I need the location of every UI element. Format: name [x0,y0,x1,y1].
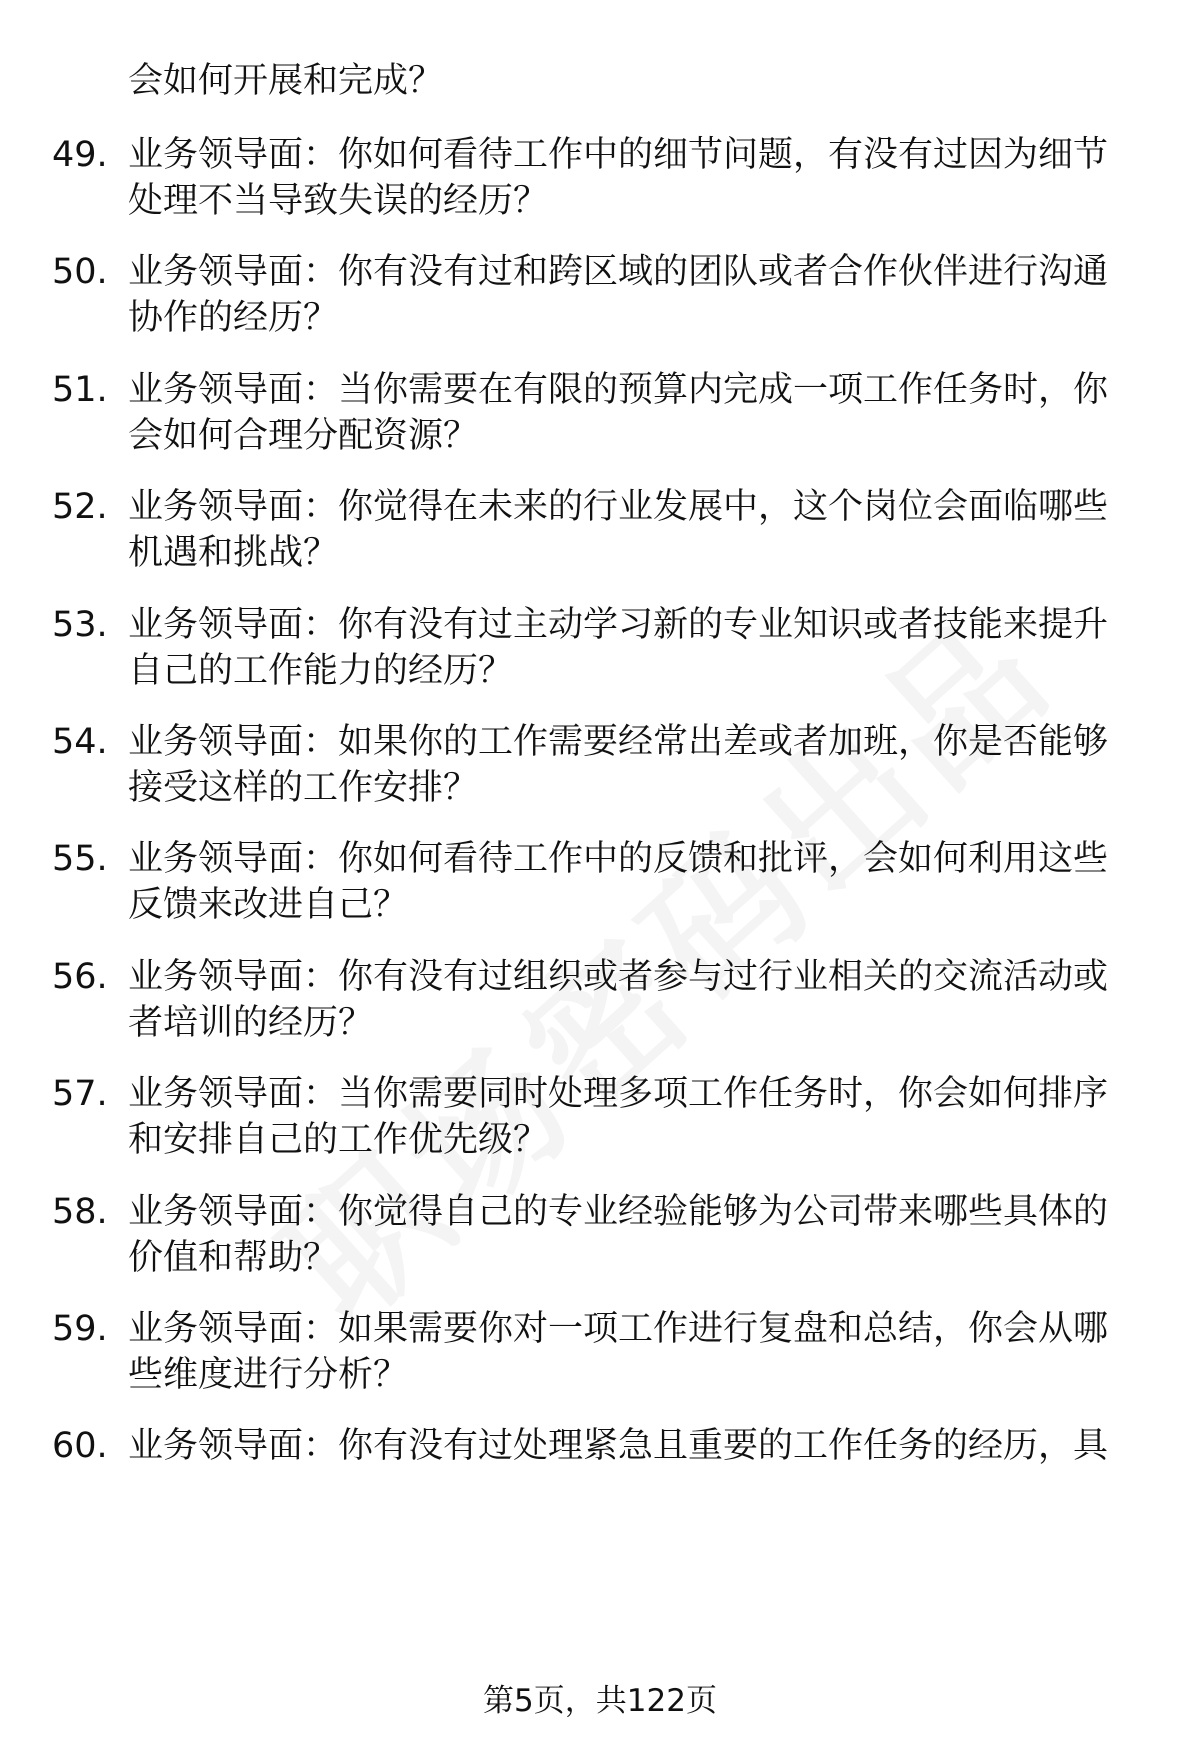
item-text-line: 业务领导面：你如何看待工作中的反馈和批评，会如何利用这些 [128,839,1109,880]
item-text-line: 接受这样的工作安排？ [128,768,479,808]
list-item [0,484,1200,584]
item-text-line: 和安排自己的工作优先级？ [128,1120,549,1161]
item-text-line: 价值和帮助？ [128,1237,339,1278]
item-text-line: 者培训的经历？ [128,1002,374,1043]
item-text [128,1306,1138,1398]
list-item [0,249,1200,349]
list-item [0,719,1200,819]
item-text-line: 业务领导面：你有没有过和跨区域的团队或者合作伙伴进行沟通 [128,252,1109,293]
item-number: 58. [52,1191,108,1232]
item-text-line: 些维度进行分析？ [128,1355,409,1395]
item-text [128,719,1138,811]
item-number: 50. [52,252,108,293]
continuation-line: 会如何开展和完成？ [128,61,444,101]
item-number: 53. [52,604,108,645]
list-item [0,1189,1200,1289]
item-number: 56. [52,956,108,997]
item-text-line: 自己的工作能力的经历？ [128,650,514,691]
item-text-line: 业务领导面：你觉得在未来的行业发展中，这个岗位会面临哪些 [128,487,1109,528]
list-item [0,954,1200,1054]
list-item [0,132,1200,232]
list-item [0,1071,1200,1171]
item-text-line: 业务领导面：你有没有过处理紧急且重要的工作任务的经历，具 [128,1426,1109,1467]
item-text-line: 业务领导面：如果需要你对一项工作进行复盘和总结，你会从哪 [128,1309,1109,1349]
item-number: 49. [52,135,108,175]
item-text [128,1189,1138,1281]
item-text-line: 业务领导面：当你需要同时处理多项工作任务时，你会如何排序 [128,1074,1109,1115]
item-number: 57. [52,1074,108,1115]
item-text [128,367,1138,459]
list-item [0,602,1200,702]
item-text-line: 业务领导面：当你需要在有限的预算内完成一项工作任务时，你 [128,369,1109,410]
item-text-line: 业务领导面：你有没有过主动学习新的专业知识或者技能来提升 [128,604,1109,645]
list-item [0,1306,1200,1406]
item-text [128,484,1138,576]
item-text-line: 协作的经历？ [128,298,339,339]
item-text [128,1423,1138,1469]
item-text [128,602,1138,694]
item-text [128,836,1138,928]
item-text [128,1071,1138,1163]
item-number: 59. [52,1309,108,1349]
page-footer: 第5页，共122页 [483,1683,717,1719]
list-item [0,836,1200,936]
item-number: 54. [52,722,108,762]
item-text-line: 反馈来改进自己？ [128,885,409,926]
item-number: 55. [52,839,108,880]
item-number: 51. [52,369,108,410]
item-text-line: 业务领导面：你有没有过组织或者参与过行业相关的交流活动或 [128,956,1109,997]
item-number: 60. [52,1426,108,1467]
item-text [128,249,1138,341]
item-text-line: 业务领导面：如果你的工作需要经常出差或者加班，你是否能够 [128,722,1109,762]
item-text-line: 处理不当导致失误的经历？ [128,181,549,221]
item-number: 52. [52,487,108,528]
item-text [128,954,1138,1046]
item-text [128,132,1138,224]
list-item [0,367,1200,467]
item-text-line: 机遇和挑战？ [128,533,339,574]
item-text-line: 会如何合理分配资源？ [128,415,479,456]
item-text-line: 业务领导面：你如何看待工作中的细节问题，有没有过因为细节 [128,135,1109,175]
item-text-line: 业务领导面：你觉得自己的专业经验能够为公司带来哪些具体的 [128,1191,1109,1232]
list-item [0,1423,1200,1523]
